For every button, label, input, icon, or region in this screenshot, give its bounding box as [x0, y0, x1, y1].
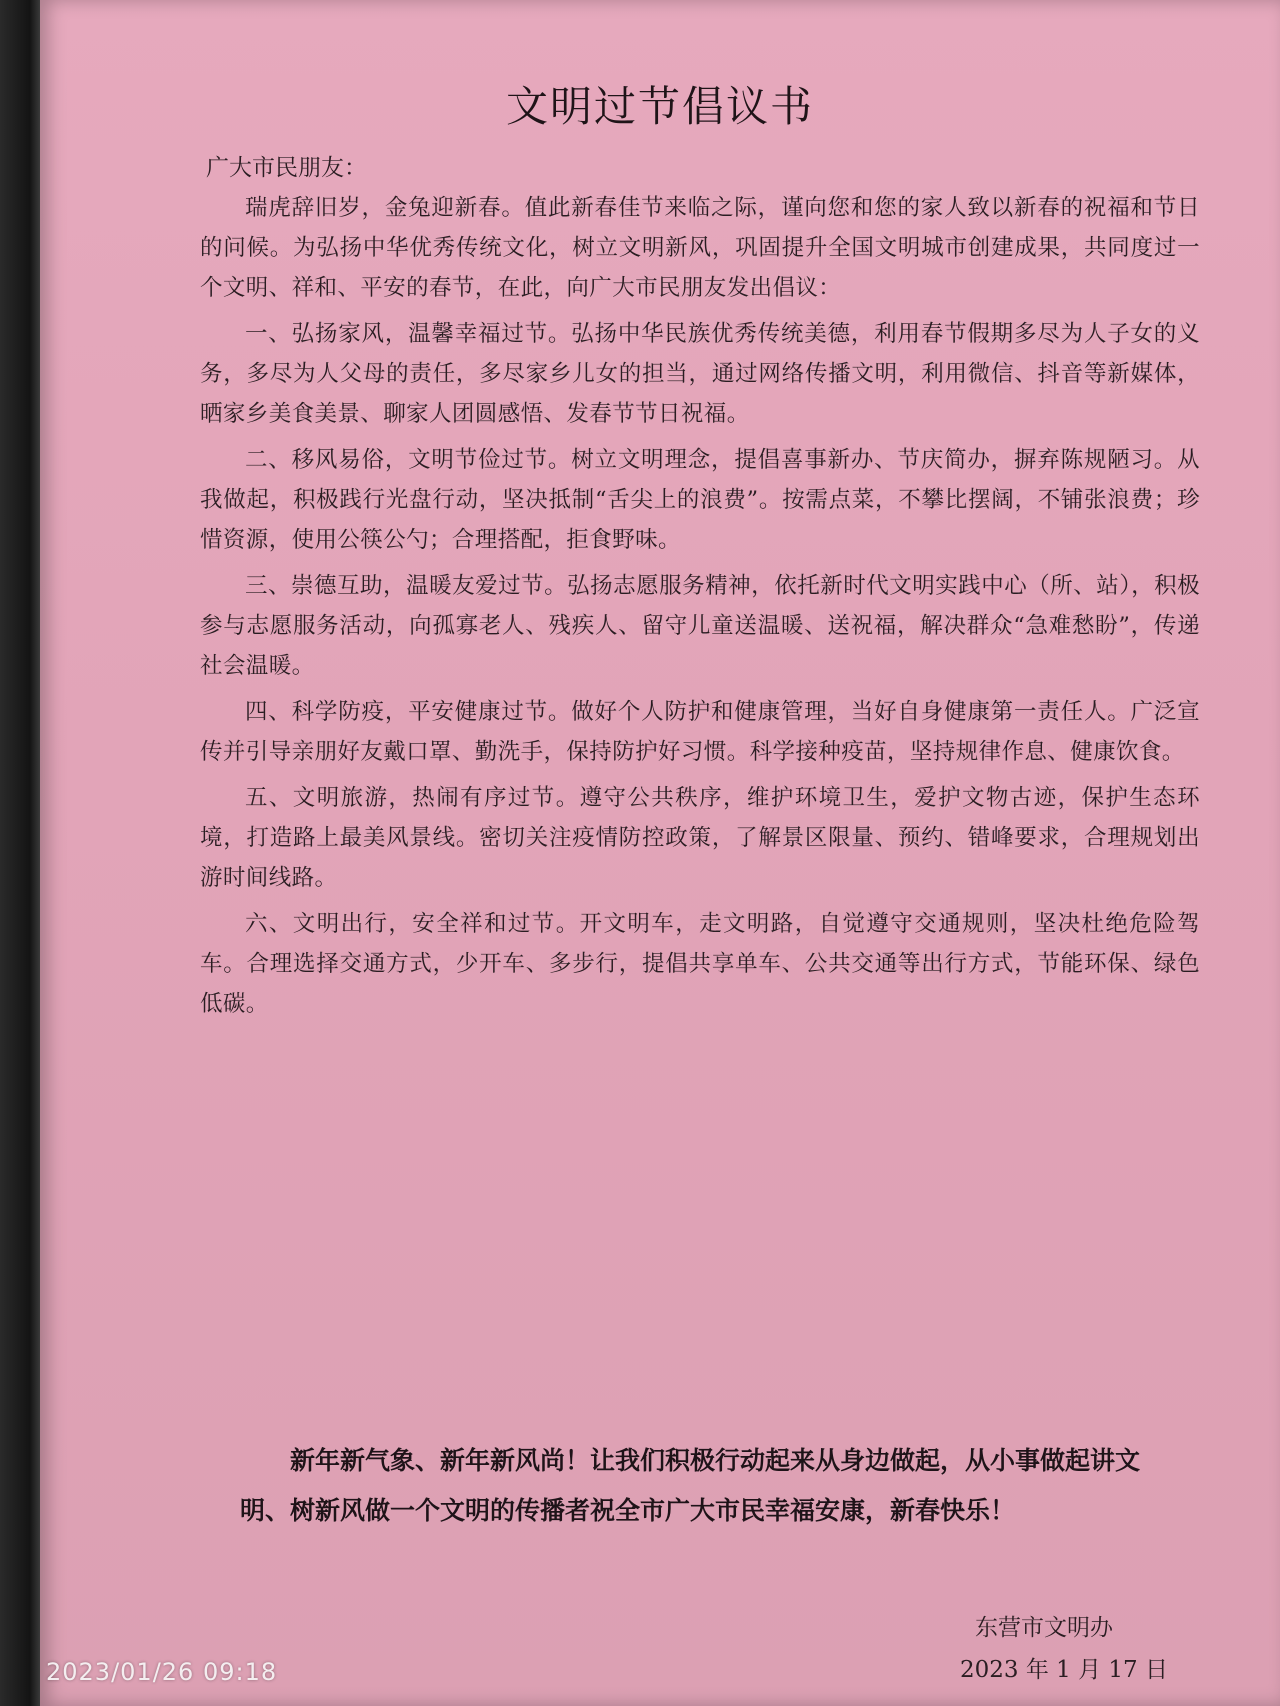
salutation: 广大市民朋友：	[206, 155, 367, 181]
document-body	[200, 150, 1200, 1030]
proposal-item-3: 三、崇德互助，温暖友爱过节。弘扬志愿服务精神，依托新时代文明实践中心（所、站），积极参与志愿服务活动，向孤寡老人、残疾人、留守儿童送温暖、送祝福，解决群众“急难愁盼”，传递社会温暖。	[200, 573, 1200, 679]
closing-statement: 新年新气象、新年新风尚！让我们积极行动起来从身边做起，从小事做起讲文明、树新风做一个文明的传播者祝全市广大市民幸福安康，新春快乐！	[240, 1446, 1141, 1525]
proposal-item-1: 一、弘扬家风，温馨幸福过节。弘扬中华民族优秀传统美德，利用春节假期多尽为人子女的义务，多尽为人父母的责任，多尽家乡儿女的担当，通过网络传播文明，利用微信、抖音等新媒体，晒家乡美食美景、聊家人团圆感悟、发春节节日祝福。	[200, 321, 1200, 427]
paper-sheet	[40, 0, 1280, 1706]
signer: 东营市文明办	[975, 1615, 1113, 1641]
issue-date: 2023 年 1 月 17 日	[960, 1657, 1168, 1683]
proposal-item-6: 六、文明出行，安全祥和过节。开文明车，走文明路，自觉遵守交通规则，坚决杜绝危险驾车。合理选择交通方式，少开车、多步行，提倡共享单车、公共交通等出行方式，节能环保、绿色低碳。	[200, 911, 1200, 1017]
document-title: 文明过节倡议书	[505, 82, 814, 131]
proposal-item-5: 五、文明旅游，热闹有序过节。遵守公共秩序，维护环境卫生，爱护文物古迹，保护生态环境，打造路上最美风景线。密切关注疫情防控政策，了解景区限量、预约、错峰要求，合理规划出游时间线路。	[200, 785, 1200, 891]
proposal-item-4: 四、科学防疫，平安健康过节。做好个人防护和健康管理，当好自身健康第一责任人。广泛宣传并引导亲朋好友戴口罩、勤洗手，保持防护好习惯。科学接种疫苗，坚持规律作息、健康饮食。	[200, 699, 1200, 765]
proposal-item-2: 二、移风易俗，文明节俭过节。树立文明理念，提倡喜事新办、节庆简办，摒弃陈规陋习。从我做起，积极践行光盘行动，坚决抵制“舌尖上的浪费”。按需点菜，不攀比摆阔，不铺张浪费；珍惜资源，使用公筷公勺；合理搭配，拒食野味。	[200, 447, 1200, 553]
intro-paragraph: 瑞虎辞旧岁，金兔迎新春。值此新春佳节来临之际，谨向您和您的家人致以新春的祝福和节日的问候。为弘扬中华优秀传统文化，树立文明新风，巩固提升全国文明城市创建成果，共同度过一个文明、祥和、平安的春节，在此，向广大市民朋友发出倡议：	[200, 195, 1200, 301]
photo-timestamp: 2023/01/26 09:18	[46, 1658, 278, 1686]
